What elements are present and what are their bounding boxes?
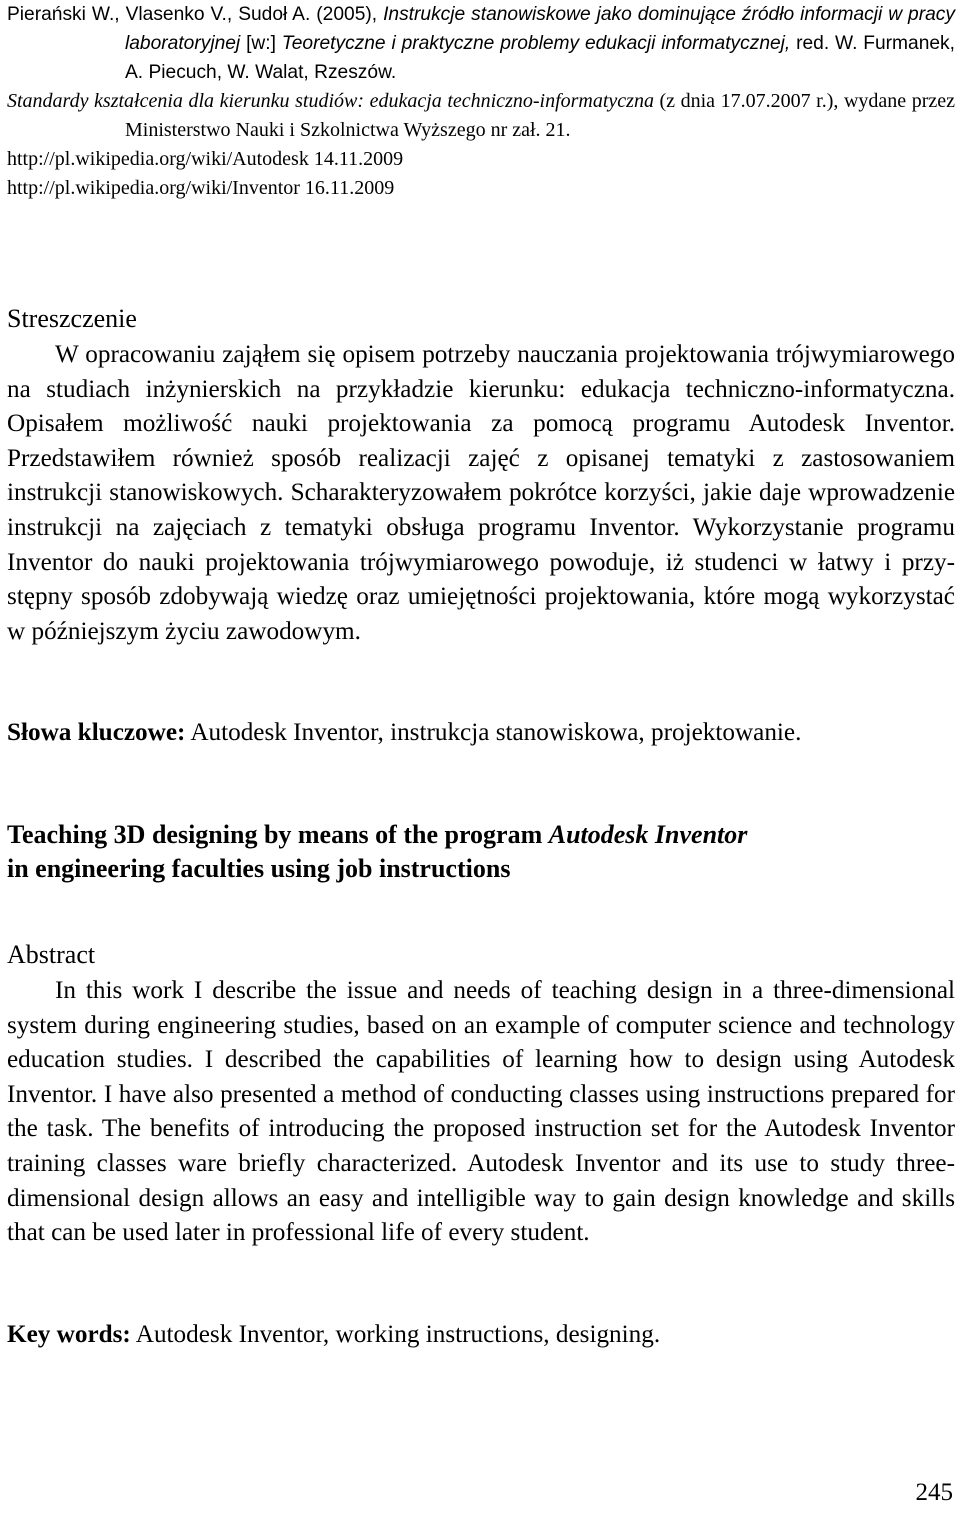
references-list xyxy=(7,0,955,203)
english-title-line2: in engineering faculties using job instructions xyxy=(7,854,511,883)
key-words xyxy=(7,1320,955,1350)
key-words-value: Autodesk Inventor, working instructions, designing. xyxy=(135,1321,661,1348)
reference-3-link[interactable]: http://pl.wikipedia.org/wiki/Autodesk 14.11.2009 xyxy=(7,148,404,170)
abstract-section xyxy=(7,940,955,1251)
page-number: 245 xyxy=(915,1479,953,1506)
reference-1-in: [w:] xyxy=(246,33,276,54)
slowa-kluczowe xyxy=(7,718,955,748)
english-title-part2: Autodesk Inventor xyxy=(548,820,748,849)
slowa-kluczowe-label: Słowa kluczowe: xyxy=(7,719,186,746)
reference-2 xyxy=(7,87,955,145)
streszczenie-heading: Streszczenie xyxy=(7,304,137,333)
abstract-body: In this work I describe the issue and needs of teaching design in a three-dimensional system during engineering studies, based on an example of computer science and technology education studies. I described the capabilities of learning how to design using Autodesk Inventor. I have also presented a method of conducting classes using instructions prepared for the task. The benefits of introducing the proposed instruction set for the Autodesk Inventor training classes ware briefly characterized. Autodesk Inventor and its use to study three-dimensional design allows an easy and intelligible way to gain design knowledge and skills that can be used later in professional life of every student. xyxy=(7,977,955,1247)
slowa-kluczowe-value: Autodesk Inventor, instrukcja stanowiskowa, projektowanie. xyxy=(190,719,802,746)
reference-4-link[interactable]: http://pl.wikipedia.org/wiki/Inventor 16.11.2009 xyxy=(7,177,395,199)
reference-2-rest: (z dnia 17.07.2007 r.), wydane przez Ministerstwo Nauki i Szkolnictwa Wyższego nr zał. 21. xyxy=(125,90,955,141)
key-words-label: Key words: xyxy=(7,1321,131,1348)
english-title xyxy=(7,818,955,886)
streszczenie-body: W opracowaniu zająłem się opisem potrzeby nauczania projektowania trójwymiarowego na studiach inżynierskich na przykładzie kierunku: edukacja techniczno-informatyczna. Opisałem możliwość nauki projektowania za pomocą programu Autodesk Inventor. Przedstawiłem również sposób realizacji zajęć z opisanej tematyki z zastosowaniem instrukcji stanowiskowych. Scharakteryzowałem pokrótce korzyści, jakie daje wprowadzenie instrukcji na zajęciach z tematyki obsługa programu Inventor. Wykorzystanie programu Inventor do nauki projektowania trójwymiarowego powoduje, iż studenci w łatwy i przystępny sposób zdobywają wiedzę oraz umiejętności projektowania, które mogą wykorzystać w późniejszym życiu zawodowym. xyxy=(7,341,955,645)
reference-1-authors: Pierański W., Vlasenko V., Sudoł A. (2005), xyxy=(7,4,378,25)
english-title-part1: Teaching 3D designing by means of the program xyxy=(7,820,543,849)
reference-2-title: Standardy kształcenia dla kierunku studiów: edukacja techniczno-informatyczna xyxy=(7,90,654,112)
reference-1-title: Instrukcje stanowiskowe jako dominujące źródło informacji w pracy laboratoryjnej xyxy=(125,4,955,54)
reference-1-book: Teoretyczne i praktyczne problemy edukacji informatycznej, xyxy=(281,33,791,54)
streszczenie-section xyxy=(7,304,955,649)
reference-1 xyxy=(7,0,955,87)
abstract-heading: Abstract xyxy=(7,940,96,969)
reference-1-rest: red. W. Furmanek, A. Piecuch, W. Walat, Rzeszów. xyxy=(125,33,955,83)
